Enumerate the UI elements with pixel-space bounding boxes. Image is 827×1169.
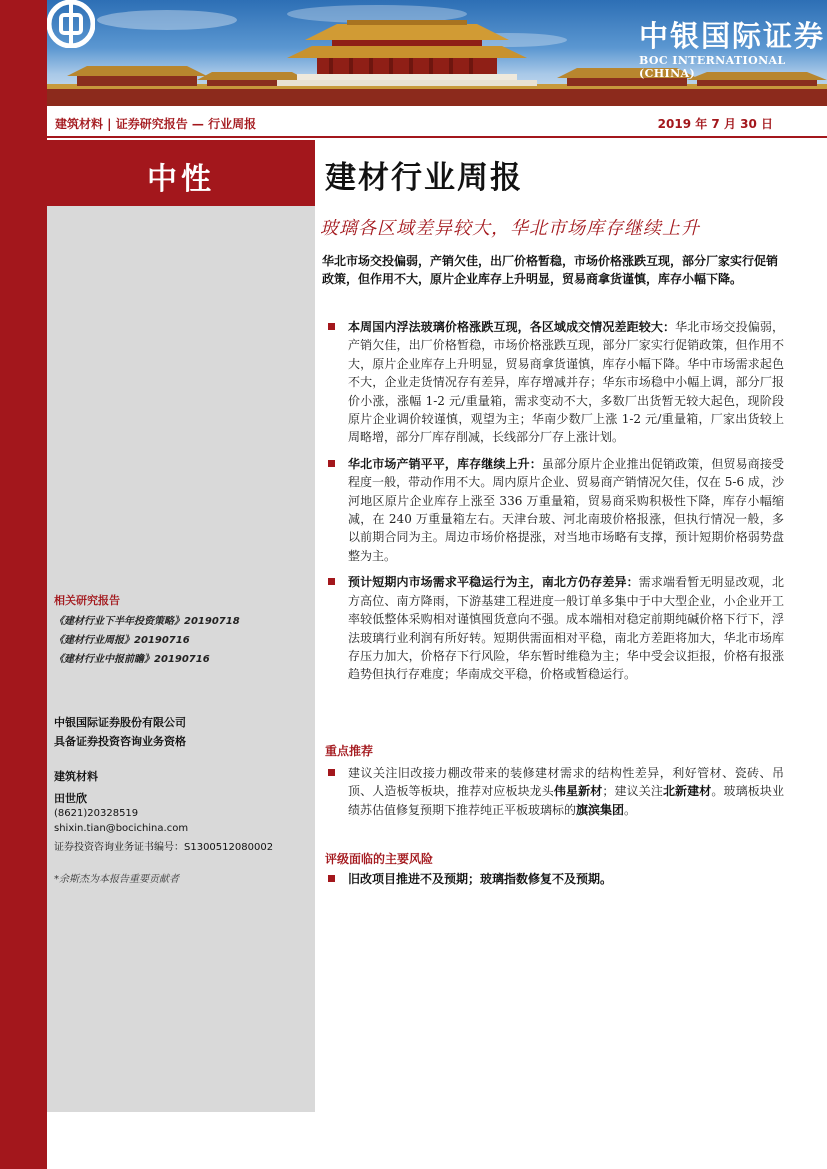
report-date: 2019 年 7 月 30 日 (657, 117, 773, 131)
recommend-text: 。 (624, 802, 637, 817)
risk-text: 旧改项目推进不及预期；玻璃指数修复不及预期。 (348, 872, 613, 886)
bullet-text: 华北市场交投偏弱，产销欠佳，出厂价格暂稳，市场价格涨跌互现，部分厂家实行促销政策，但作用不大，原片企业库存上升明显，贸易商拿货谨慎，库存小幅下降。华中市场需求起色不大，企业走货情况存有差异，库存增减并存；华东市场稳中小幅上调，部分厂报价小涨，涨幅 1-2 元/重量箱，需求变动不大，多数厂出货暂无较大起色，现阶段原片企业调价较谨慎，观望为主；华南少数厂上涨 1-2 元/重量箱，厂家出货较上周略增，部分厂库存削减，长线部分厂存上涨计划。 (348, 320, 784, 445)
analyst-phone: (8621)20328519 (54, 808, 139, 819)
related-report-link[interactable]: 《建材行业周报》20190716 (54, 635, 190, 646)
recommend-text: 。玻璃板块业绩苏估值修复预期下推荐纯正平板玻璃标的 (348, 784, 784, 817)
boc-logo-icon (47, 0, 95, 48)
list-item (322, 870, 784, 888)
bullet-square-icon (328, 323, 335, 330)
company-qualification: 具备证券投资咨询业务资格 (54, 735, 186, 748)
bullet-heading: 预计短期内市场需求平稳运行为主，南北方仍存差异： (348, 575, 639, 590)
header-banner (47, 0, 827, 106)
recommend-text: 建议关注旧改接力棚改带来的装修建材需求的结构性差异，利好管材、瓷砖、吊顶、人造板等板块，推荐对应板块龙头 (348, 766, 784, 799)
risk-list (322, 870, 784, 888)
list-item (322, 764, 784, 819)
bullet-text: 虽部分原片企业推出促销政策，但贸易商接受程度一般，带动作用不大。周内原片企业、贸易商产销情况欠佳，仅在 5-6 成，沙河地区原片企业库存上涨至 336 万重量箱，贸易商采购积极性下降，库存小幅缩减，在 240 万重量箱左右。天津台玻、河北南玻价格报涨，但执行情况一般，多以前期合同为主。周边市场价格提涨，对当地市场略有支撑，预计短期价格弱势盘整为主。 (348, 456, 784, 563)
bullet-text: 需求端看暂无明显改观，北方高位、南方降雨，下游基建工程进度一般订单多集中于中大型企业，小企业开工率较低整体采购相对谨慎囤货意向不强。成本端相对稳定前期纯碱价格下行下，浮法玻璃行业利润有所好转。短期供需面相对平稳，南北方差距将加大，华北市场库存压力加大，价格存下行风险，华东暂时维稳为主；华中受会议拒报，价格有报涨趋势但执行存难度；华南成交平稳，价格或暂稳运行。 (348, 575, 784, 682)
left-red-bar (0, 0, 47, 1169)
analyst-license: 证券投资咨询业务证书编号：S1300512080002 (54, 842, 274, 853)
analyst-email[interactable]: shixin.tian@bocichina.com (54, 823, 189, 834)
brand-name-cn: 中银国际证券 (639, 19, 826, 53)
list-item (322, 455, 784, 565)
page-title: 建材行业周报 (325, 160, 523, 196)
list-item (322, 318, 784, 447)
brand-name-en: BOC INTERNATIONAL (CHINA) (639, 54, 786, 80)
bullet-square-icon (328, 769, 335, 776)
recommend-text: ；建议关注 (602, 784, 663, 799)
bullet-square-icon (328, 875, 335, 882)
related-report-link[interactable]: 《建材行业下半年投资策略》20190718 (54, 616, 240, 627)
related-research-title: 相关研究报告 (54, 594, 120, 607)
bullet-heading: 华北市场产销平平，库存继续上升： (348, 456, 542, 471)
page-subtitle: 玻璃各区域差异较大，华北市场库存继续上升 (320, 218, 700, 239)
recommend-heading: 重点推荐 (325, 744, 374, 758)
rating-box (47, 140, 315, 206)
breadcrumb: 建筑材料 | 证券研究报告 — 行业周报 (55, 117, 257, 131)
company-name: 中银国际证券股份有限公司 (54, 716, 186, 729)
contributor-note: *余斯杰为本报告重要贡献者 (54, 874, 179, 885)
risk-heading: 评级面临的主要风险 (325, 852, 434, 866)
key-points-list (322, 318, 784, 684)
report-header-strip (47, 106, 827, 138)
summary-paragraph: 华北市场交投偏弱，产销欠佳，出厂价格暂稳，市场价格涨跌互现，部分厂家实行促销政策，但作用不大，原片企业库存上升明显，贸易商拿货谨慎，库存小幅下降。 (322, 254, 779, 287)
sector-label: 建筑材料 (54, 770, 98, 783)
rating-label: 中性 (147, 162, 215, 197)
recommend-stock: 旗滨集团 (576, 802, 625, 817)
recommend-stock: 北新建材 (662, 784, 712, 799)
related-report-link[interactable]: 《建材行业中报前瞻》20190716 (54, 654, 210, 665)
bullet-heading: 本周国内浮法玻璃价格涨跌互现，各区域成交情况差距较大： (348, 320, 676, 334)
bullet-square-icon (328, 578, 335, 585)
list-item (322, 573, 784, 683)
bullet-square-icon (328, 460, 335, 467)
recommend-stock: 伟星新材 (553, 784, 603, 799)
analyst-name: 田世欣 (54, 792, 87, 805)
recommend-list (322, 764, 784, 819)
